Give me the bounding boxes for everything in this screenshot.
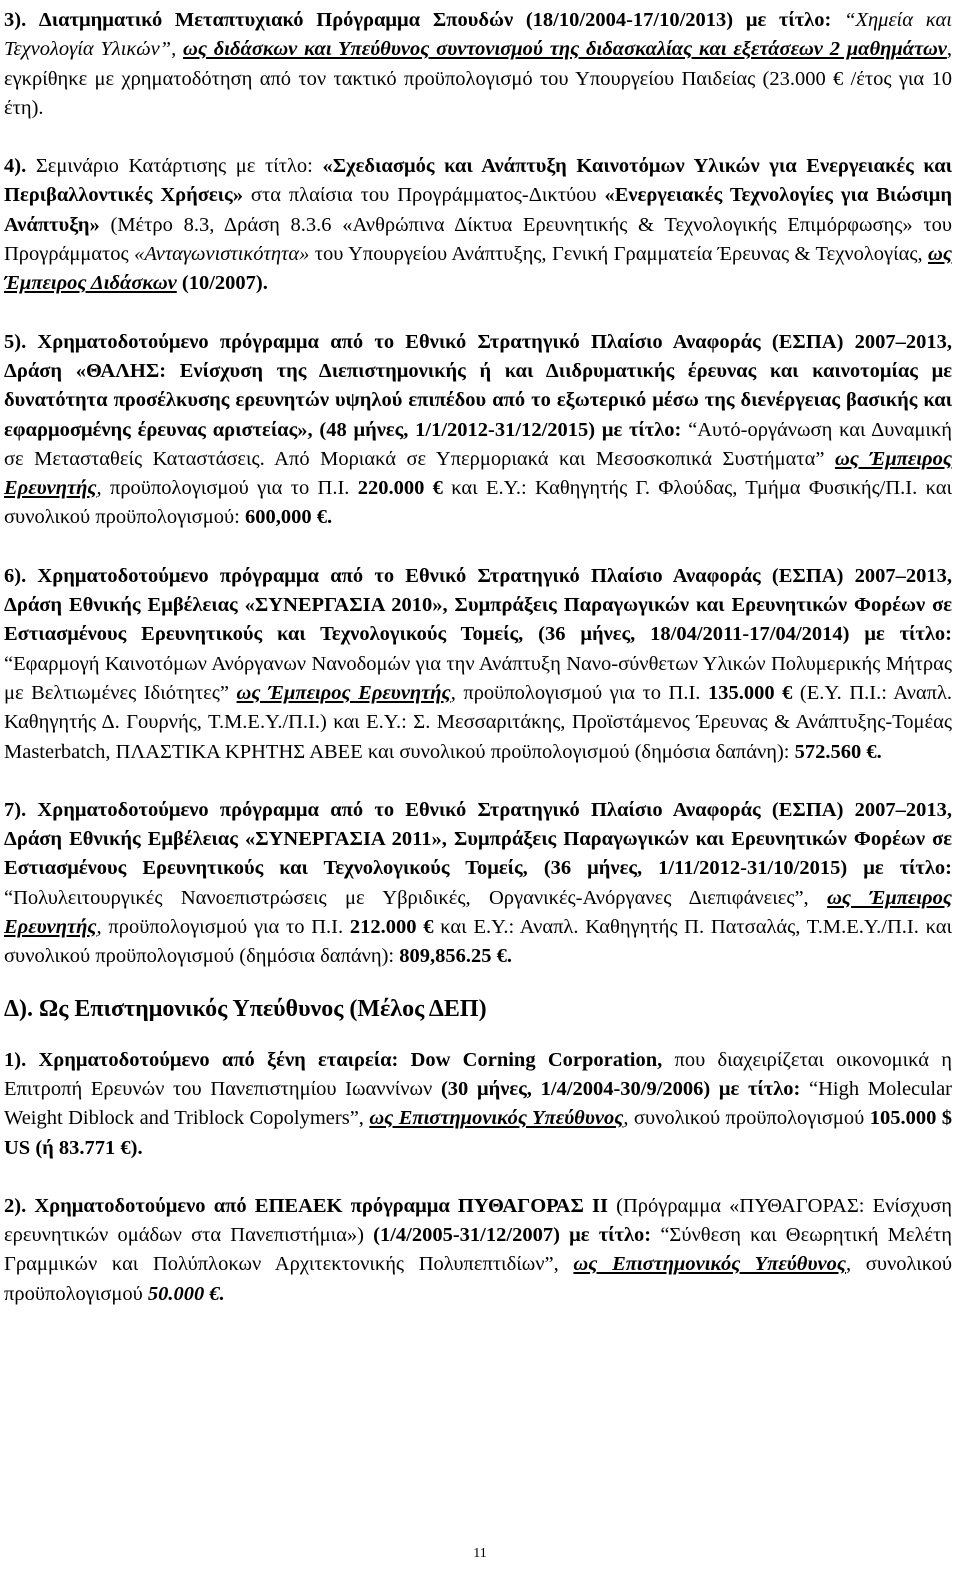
budget-text: , προϋπολογισμού για το Π.Ι. xyxy=(96,916,350,939)
role-text: ως Έμπειρος Ερευνητής xyxy=(4,886,952,939)
program-intro: Χρηματοδοτούμενο πρόγραμμα από το Εθνικό Στρατηγικό Πλαίσιο Αναφοράς (ΕΣΠΑ) 2007–2013, xyxy=(26,330,952,353)
role-text: ως Έμπειρος Ερευνητής xyxy=(4,447,952,500)
item-number: 3). xyxy=(4,9,27,31)
project-title: “Πολυλειτουργικές Νανοεπιστρώσεις με Υβριδικές, Οργανικές-Ανόργανες Διεπιφάνειες”, xyxy=(4,886,828,909)
project-title: “Αυτό-οργάνωση και Δυναμική σε Μετασταθείς Καταστάσεις. Από Μοριακά σε Υπερμοριακά και Μεσοσκοπικά Συστήματα” xyxy=(4,418,952,470)
action-title: Δράση Εθνικής Εμβέλειας «ΣΥΝΕΡΓΑΣΙΑ 2010», Συμπράξεις Παραγωγικών και Ερευνητικών Φορέων σε Εστιασμένους Ερευνητικούς και Τεχνολογικούς Τομείς, (36 μήνες, 18/04/2011-17/04/2014) με τίτλο: xyxy=(4,594,952,646)
role-text: ως Επιστημονικός Υπεύθυνος xyxy=(369,1107,624,1130)
action-title: Δράση «ΘΑΛΗΣ: Ενίσχυση της Διεπιστημονικής ή και Διιδρυματικής έρευνας και καινοτομίας με δυνατότητα προσέλκυσης ερευνητών υψηλού επιπέδου από το εξωτερικό μέσω της διενέργειας βασικής και εφαρμοσμένης έρευνας αριστείας», (48 μήνες, 1/1/2012-31/12/2015) με τίτλο: xyxy=(4,359,952,441)
role-text: ως Έμπειρος Ερευνητής xyxy=(236,681,451,704)
budget-text: , συνολικού προϋπολογισμού xyxy=(4,1253,952,1305)
seminar-intro: Σεμινάριο Κατάρτισης με τίτλο: xyxy=(26,155,323,178)
total-budget: 50.000 €. xyxy=(147,1282,225,1305)
role-text: ως διδάσκων και Υπεύθυνος συντονισμού της διδασκαλίας και εξετάσεων 2 μαθημάτων xyxy=(183,38,947,61)
item-number: 1). xyxy=(4,1048,27,1071)
duration-text: (1/4/2005-31/12/2007) με τίτλο: xyxy=(373,1224,652,1247)
budget-amount: 212.000 € xyxy=(349,916,434,939)
total-budget: 105.000 $ US (ή 83.771 €). xyxy=(4,1107,953,1159)
total-budget: 809,856.25 €. xyxy=(399,945,512,968)
duration-text: (30 μήνες, 1/4/2004-30/9/2006) με τίτλο: xyxy=(440,1077,801,1100)
seminar-context: στα πλαίσια του Προγράμματος-Δικτύου xyxy=(242,184,605,207)
role-text: ως Έμπειρος Διδάσκων xyxy=(4,243,952,295)
item-d1 xyxy=(4,1046,952,1163)
date-text: (10/2007). xyxy=(176,272,268,295)
measure-text: (Μέτρο 8.3, Δράση 8.3.6 «Ανθρώπινα Δίκτυα Ερευνητικής & Τεχνολογικής Επιμόρφωσης» του Προγράμματος xyxy=(4,213,952,266)
program-intro: Χρηματοδοτούμενο πρόγραμμα από το Εθνικό Στρατηγικό Πλαίσιο Αναφοράς (ΕΣΠΑ) 2007–2013, xyxy=(26,798,952,821)
program-intro: Χρηματοδοτούμενο πρόγραμμα από το Εθνικό Στρατηγικό Πλαίσιο Αναφοράς (ΕΣΠΑ) 2007–2013, xyxy=(26,564,952,587)
item-4 xyxy=(4,152,952,298)
item-5 xyxy=(4,328,952,533)
action-title: Δράση Εθνικής Εμβέλειας «ΣΥΝΕΡΓΑΣΙΑ 2011», Συμπράξεις Παραγωγικών και Ερευνητικών Φορέων σε Εστιασμένους Ερευνητικούς και Τεχνολογικούς Τομείς, (36 μήνες, 1/11/2012-31/10/2015) με τίτλο: xyxy=(4,828,952,880)
program-title: Διατμηματικό Μεταπτυχιακό Πρόγραμμα Σπουδών (18/10/2004-17/10/2013) με τίτλο: xyxy=(38,9,832,31)
role-text: ως Επιστημονικός Υπεύθυνος xyxy=(573,1253,846,1276)
program-description: (Πρόγραμμα «ΠΥΘΑΓΟΡΑΣ: Ενίσχυση ερευνητικών ομάδων στα Πανεπιστήμια») xyxy=(4,1194,952,1247)
item-d2 xyxy=(4,1192,952,1309)
funder-text: Χρηματοδοτούμενο από ΕΠΕΑΕΚ πρόγραμμα ΠΥΘΑΓΟΡΑΣ ΙΙ xyxy=(26,1194,608,1217)
budget-amount: 220.000 € xyxy=(357,477,443,500)
funding-text: , εγκρίθηκε με χρηματοδότηση από τον τακτικό προϋπολογισμό του Υπουργείου Παιδείας (23.000 € /έτος για 10 έτη). xyxy=(4,38,952,119)
total-budget: 600,000 €. xyxy=(244,506,333,529)
item-6 xyxy=(4,562,952,767)
funder-text: Χρηματοδοτούμενο από ξένη εταιρεία: Dow Corning Corporation, xyxy=(26,1048,663,1071)
item-3 xyxy=(4,6,952,123)
budget-amount: 135.000 € xyxy=(707,681,793,704)
page-number: 11 xyxy=(473,1546,487,1561)
program-name: «Ανταγωνιστικότητα» xyxy=(134,243,310,266)
budget-text: , προϋπολογισμού για το Π.Ι. xyxy=(96,477,358,500)
item-7 xyxy=(4,796,952,972)
coordinator-text: και Ε.Υ.: Αναπλ. Καθηγητής Π. Πατσαλάς, Τ.Μ.Ε.Υ./Π.Ι. και συνολικού προϋπολογισμού (δημόσια δαπάνη): xyxy=(4,916,952,968)
ministry-text: του Υπουργείου Ανάπτυξης, Γενική Γραμματεία Έρευνας & Τεχνολογίας, xyxy=(309,243,929,266)
management-text: που διαχειρίζεται οικονομικά η Επιτροπή Ερευνών του Πανεπιστημίου Ιωαννίνων xyxy=(4,1048,952,1100)
section-heading: Δ). Ως Επιστημονικός Υπεύθυνος (Μέλος ΔΕΠ) xyxy=(4,995,487,1022)
coordinator-text: και Ε.Υ.: Καθηγητής Γ. Φλούδας, Τμήμα Φυσικής/Π.Ι. και συνολικού προϋπολογισμού: xyxy=(4,477,952,529)
item-number: 6). xyxy=(4,564,27,587)
item-number: 2). xyxy=(4,1194,27,1217)
project-title: “Εφαρμογή Καινοτόμων Ανόργανων Νανοδομών για την Ανάπτυξη Νανο-σύνθετων Υλικών Πολυμερικής Μήτρας με Βελτιωμένες Ιδιότητες” xyxy=(4,652,952,704)
item-number: 4). xyxy=(4,155,27,178)
coordinator-text: (Ε.Υ. Π.Ι.: Αναπλ. Καθηγητής Δ. Γουρνής, Τ.Μ.Ε.Υ./Π.Ι.) και Ε.Υ.: Σ. Μεσσαριτάκης, Προϊστάμενος Έρευνας & Ανάπτυξης-Τομέας Masterbatch, ΠΛΑΣΤΙΚΑ ΚΡΗΤΗΣ ΑΒΕΕ και συνολικού προϋπολογισμού (δημόσια δαπάνη): xyxy=(4,681,953,763)
item-number: 7). xyxy=(4,798,27,821)
network-title: «Ενεργειακές Τεχνολογίες για Βιώσιμη Ανάπτυξη» xyxy=(4,184,953,236)
seminar-title: «Σχεδιασμός και Ανάπτυξη Καινοτόμων Υλικών για Ενεργειακές και Περιβαλλοντικές Χρήσεις» xyxy=(4,155,952,207)
project-title: “High Molecular Weight Diblock and Triblock Copolymers”, xyxy=(4,1077,953,1130)
program-subject: “Χημεία και Τεχνολογία Υλικών”, xyxy=(4,9,952,61)
project-title: “Σύνθεση και Θεωρητική Μελέτη Γραμμικών και Πολύπλοκων Αρχιτεκτονικής Πολυπεπτιδίων”, xyxy=(4,1224,952,1276)
budget-text: , προϋπολογισμού για το Π.Ι. xyxy=(450,681,708,704)
budget-text: , συνολικού προϋπολογισμού xyxy=(623,1107,870,1130)
item-number: 5). xyxy=(4,330,27,353)
total-budget: 572.560 €. xyxy=(794,740,882,763)
